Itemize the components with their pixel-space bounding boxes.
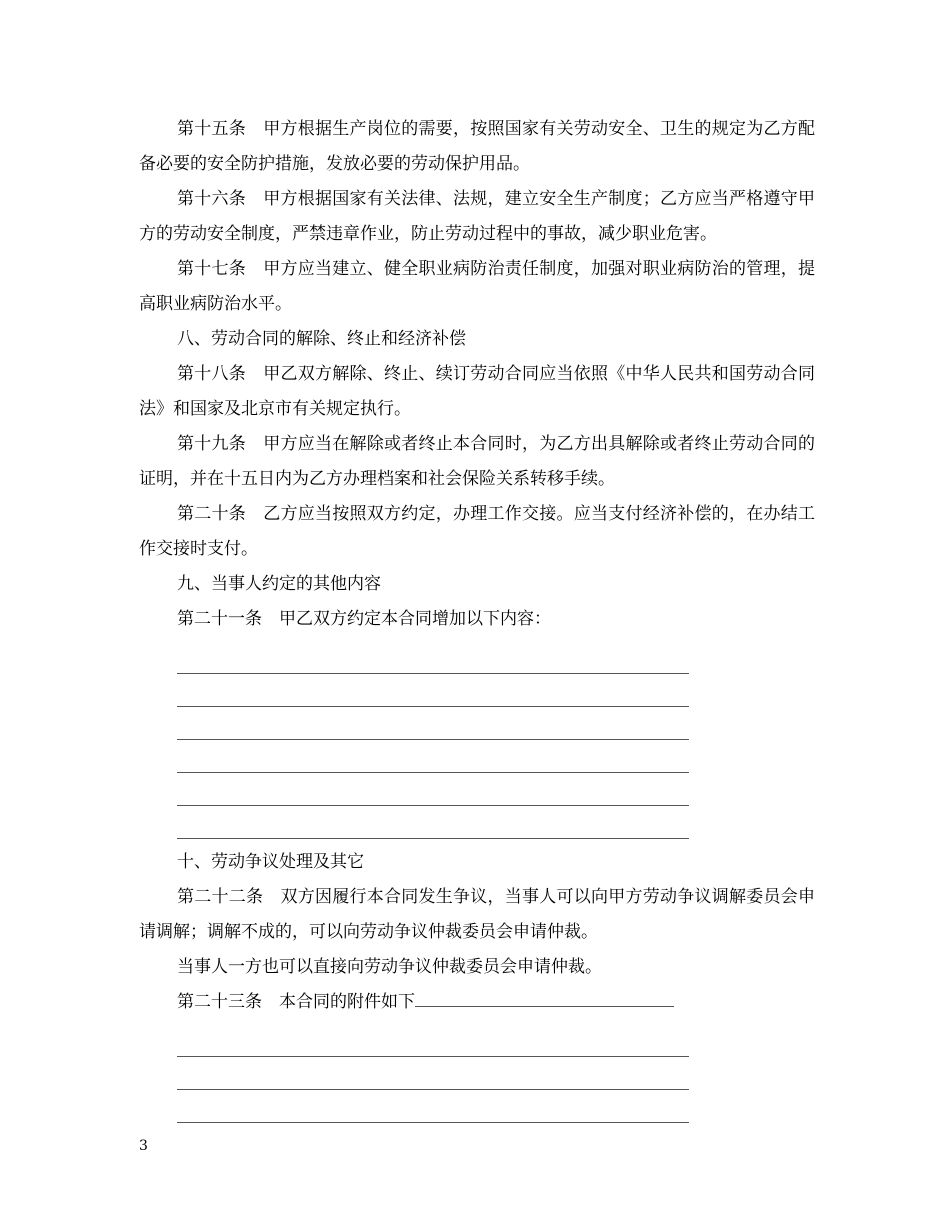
attachment-fill-in-line[interactable] — [415, 988, 674, 1007]
article-16: 第十六条 甲方根据国家有关法律、法规，建立安全生产制度；乙方应当严格遵守甲方的劳动安全制度，严禁违章作业，防止劳动过程中的事故，减少职业危害。 — [139, 189, 815, 244]
fill-in-line[interactable] — [177, 707, 689, 740]
arbitration-note: 当事人一方也可以直接向劳动争议仲裁委员会申请仲裁。 — [177, 957, 602, 977]
fill-in-line[interactable] — [177, 1057, 689, 1090]
document-body — [139, 112, 815, 1123]
article-19: 第十九条 甲方应当在解除或者终止本合同时，为乙方出具解除或者终止劳动合同的证明，并在十五日内为乙方办理档案和社会保险关系转移手续。 — [139, 434, 815, 489]
article-17: 第十七条 甲方应当建立、健全职业病防治责任制度，加强对职业病防治的管理，提高职业病防治水平。 — [139, 259, 815, 314]
section-10-heading: 十、劳动争议处理及其它 — [177, 852, 364, 872]
attachment-blanks — [139, 1020, 815, 1123]
article-21: 第二十一条 甲乙双方约定本合同增加以下内容： — [177, 609, 551, 629]
article-23 — [139, 985, 815, 1020]
fill-in-line[interactable] — [177, 806, 689, 839]
article-18: 第十八条 甲乙双方解除、终止、续订劳动合同应当依照《中华人民共和国劳动合同法》和国家及北京市有关规定执行。 — [139, 364, 815, 419]
fill-in-line[interactable] — [177, 641, 689, 674]
section-9-heading: 九、当事人约定的其他内容 — [177, 574, 381, 594]
fill-in-line[interactable] — [177, 1090, 689, 1123]
page-number: 3 — [139, 1138, 148, 1154]
fill-in-line[interactable] — [177, 1024, 689, 1057]
additional-content-blanks — [139, 637, 815, 839]
article-20: 第二十条 乙方应当按照双方约定，办理工作交接。应当支付经济补偿的，在办结工作交接时支付。 — [139, 504, 815, 559]
article-22: 第二十二条 双方因履行本合同发生争议，当事人可以向甲方劳动争议调解委员会申请调解；调解不成的，可以向劳动争议仲裁委员会申请仲裁。 — [139, 887, 815, 942]
fill-in-line[interactable] — [177, 740, 689, 773]
article-15: 第十五条 甲方根据生产岗位的需要，按照国家有关劳动安全、卫生的规定为乙方配备必要的安全防护措施，发放必要的劳动保护用品。 — [139, 119, 815, 174]
section-8-heading: 八、劳动合同的解除、终止和经济补偿 — [177, 329, 466, 349]
fill-in-line[interactable] — [177, 674, 689, 707]
article-23-text: 第二十三条 本合同的附件如下 — [177, 992, 415, 1012]
fill-in-line[interactable] — [177, 773, 689, 806]
